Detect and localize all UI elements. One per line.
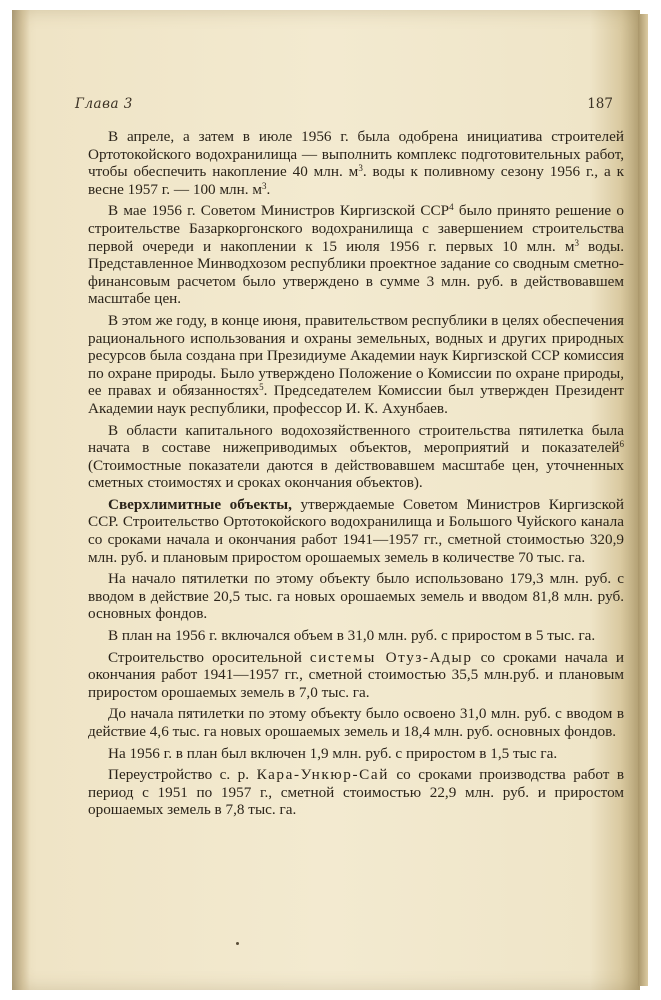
spaced-term: системы Отуз-Адыр	[309, 648, 473, 666]
superscript: 3	[261, 180, 267, 191]
paragraph-text: со сроками начала и окончания работ 1941—1957 гг., сметной стоимостью 35,5 млн.руб. и плановым приростом орошаемых земель в 7,0 тыс. га.	[88, 648, 624, 701]
page-number: 187	[587, 96, 613, 112]
paragraph-text: В апреле, а затем в июле 1956 г. была одобрена инициатива строителей Ортотокойского водохранилища — выполнить комплекс подготовительных работ, чтобы обеспечить накопление 40 млн. м	[88, 128, 624, 181]
paragraph-text: Переустройство с. р.	[108, 766, 257, 784]
footnote-marker: 6	[619, 439, 624, 450]
paragraph-1	[88, 128, 624, 198]
paragraph-text: (Стоимостные показатели даются в действовавшем масштабе цен, уточненных сметных стоимостях и сроках окончания объектов).	[88, 456, 624, 492]
paragraph-8	[88, 649, 624, 702]
paragraph-2	[88, 202, 624, 308]
paragraph-text: В план на 1956 г. включался объем в 31,0 млн. руб. с приростом в 5 тыс. га.	[108, 627, 596, 645]
paragraph-text: На 1956 г. в план был включен 1,9 млн. руб. с приростом в 1,5 тыс га.	[108, 744, 558, 762]
paragraph-text: На начало пятилетки по этому объекту было использовано 179,3 млн. руб. с вводом в действие 20,5 тыс. га новых орошаемых земель и вводом 81,8 млн. руб. основных фондов.	[88, 570, 624, 623]
paragraph-text: воды. Представленное Минводхозом республики проектное задание со сводным сметно-финансовым расчетом было утверждено в сумме 3 млн. руб. в действовавшем масштабе цен.	[88, 237, 624, 308]
paragraph-6	[88, 570, 624, 623]
paragraph-text: В области капитального водохозяйственного строительства пятилетка была начата в составе нижеприводимых объектов, мероприятий и показателей	[88, 421, 624, 457]
superscript: 3	[574, 237, 579, 248]
paragraph-11	[88, 766, 624, 819]
page-edge	[638, 14, 648, 986]
paragraph-text: До начала пятилетки по этому объекту было освоено 31,0 млн. руб. с вводом в действие 4,6 тыс. га новых орошаемых земель и 18,4 млн. руб. основных фондов.	[88, 705, 624, 740]
paragraph-text: Строительство оросительной	[108, 648, 310, 666]
running-head	[75, 96, 613, 118]
paragraph-10	[88, 745, 624, 763]
paragraph-4	[88, 422, 624, 492]
paragraph-text: со сроками производства работ в период с 1951 по 1957 г., сметной стоимостью 22,9 млн. руб. и приростом орошаемых земель в 7,8 тыс. га.	[88, 766, 625, 819]
paragraph-text: . Председателем Комиссии был утвержден Президент Академии наук республики, профессор И. К. Ахунбаев.	[88, 382, 624, 417]
section-lead-bold: Сверхлимитные объекты,	[108, 495, 292, 513]
superscript: 3	[358, 163, 363, 174]
paragraph-text: .	[266, 180, 271, 198]
paragraph-text: В этом же году, в конце июня, правительством республики в целях обеспечения рационального использования и охраны земельных, водных и других природных ресурсов была создана при Президиуме Академии наук Киргизской ССР комиссия по охране природы. Было утверждено Положение о Комиссии по охране природы, ее правах и обязанностях	[88, 311, 624, 400]
paragraph-5	[88, 496, 624, 566]
paragraph-9	[88, 705, 624, 740]
page-gutter-shadow	[12, 10, 30, 990]
ink-speck	[236, 942, 239, 945]
footnote-marker: 4	[449, 202, 454, 213]
paragraph-text: . воды к поливному сезону 1956 г., а к весне 1957 г. — 100 млн. м	[88, 163, 625, 198]
spaced-term: Кара-Ункюр-Сай	[256, 766, 389, 784]
footnote-marker: 5	[259, 382, 264, 393]
paragraph-3	[88, 312, 624, 418]
paragraph-text: В мае 1956 г. Советом Министров Киргизской ССР	[108, 202, 450, 220]
chapter-label: Глава 3	[75, 96, 133, 112]
body-text	[88, 128, 624, 819]
paragraph-7	[88, 627, 624, 645]
paragraph-text: утверждаемые Советом Министров Киргизской ССР. Строительство Ортотокойского водохранилища и Большого Чуйского канала со сроками начала и окончания работ 1941—1957 гг., сметной стоимостью 320,9 млн. руб. и плановым приростом орошаемых земель в количестве 70 тыс. га.	[88, 495, 625, 566]
paragraph-text: было принято решение о строительстве Базаркоргонского водохранилища с завершением строительства первой очереди и накоплении к 15 июля 1956 г. первых 10 млн. м	[88, 202, 624, 255]
